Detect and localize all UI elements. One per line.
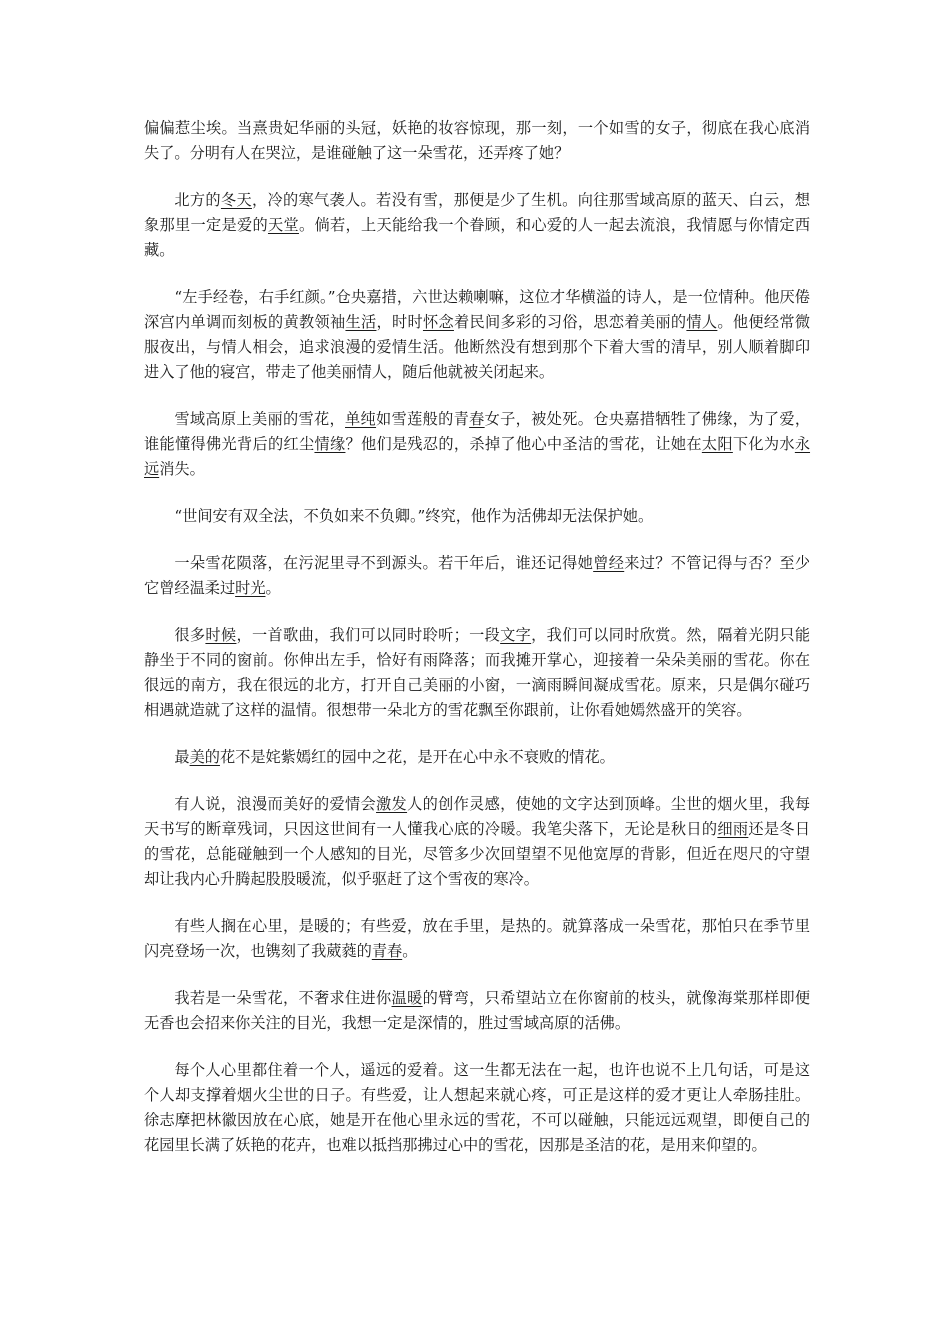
paragraph-text: 雪域高原上美丽的雪花，	[174, 410, 346, 428]
paragraph-text: 。他便经常微服夜出，与情人相会，追求浪漫的爱情生活。他断然没有想到那个下着大雪的清早，别人顺着脚印进入了他的寝宫，带走了他美丽情人，随后他就被关闭起来。	[144, 313, 811, 381]
underlined-link[interactable]: 细雨	[717, 820, 749, 838]
paragraph-text: 偏偏惹尘埃。当熹贵妃华丽的头冠，妖艳的妆容惊现，那一刻，一个如雪的女子，彻底在我心底消失了。分明有人在哭泣，是谁碰触了这一朵雪花，还弄疼了她？	[144, 119, 810, 162]
paragraph	[144, 116, 810, 166]
paragraph	[144, 285, 810, 385]
underlined-link[interactable]: 永远	[144, 435, 811, 478]
paragraph	[144, 188, 810, 263]
underlined-link[interactable]: 美的	[189, 748, 220, 766]
underlined-link[interactable]: 文字	[500, 626, 532, 644]
paragraph-text: 着民间多彩的习俗，思恋着美丽的	[453, 313, 687, 331]
paragraph-text: 北方的	[174, 191, 221, 209]
paragraph-text: 还是冬日的雪花，总能碰触到一个人感知的目光，尽管多少次回望望不见他宽厚的背影，但近在咫尺的守望却让我内心升腾起股股暖流，似乎驱赶了这个雪夜的寒冷。	[144, 820, 811, 888]
paragraph-text: 有人说，浪漫而美好的爱情会	[174, 795, 377, 813]
paragraph-text: 。倘若，上天能给我一个眷顾，和心爱的人一起去流浪，我情愿与你情定西藏。	[144, 216, 811, 259]
underlined-link[interactable]: 时光	[235, 579, 266, 597]
paragraph-text: ？他们是残忍的，杀掉了他心中圣洁的雪花，让她在	[345, 435, 702, 453]
underlined-link[interactable]: 情人	[686, 313, 718, 331]
underlined-link[interactable]: 青春	[371, 942, 403, 960]
paragraph	[144, 551, 810, 601]
paragraph-text: 。	[402, 942, 418, 960]
underlined-link[interactable]: 春	[469, 410, 485, 428]
underlined-link[interactable]: 单纯	[345, 410, 377, 428]
paragraph-text: 每个人心里都住着一个人，遥远的爱着。这一生都无法在一起，也许也说不上几句话，可是这个人却支撑着烟火尘世的日子。有些爱，让人想起来就心疼，可正是这样的爱才更让人牵肠挂肚。徐志摩把林徽因放在心底，她是开在他心里永远的雪花，不可以碰触，只能远远观望，即便自己的花园里长满了妖艳的花卉，也难以抵挡那拂过心中的雪花，因那是圣洁的花，是用来仰望的。	[144, 1061, 810, 1154]
paragraph-text: “左手经卷，右手红颜。”仓央嘉措，六世达赖喇嘛，这位才华横溢的诗人，是一位情种。他厌倦深宫内单调而刻板的黄教领袖	[144, 288, 810, 331]
paragraph-text: ，冷的寒气袭人。若没有雪，那便是少了生机。向往那雪域高原的蓝天、白云，想象那里一定是爱的	[144, 191, 811, 234]
paragraph-text: ，一首歌曲，我们可以同时聆听；一段	[236, 626, 501, 644]
paragraph	[144, 1058, 810, 1158]
paragraph-text: 女子，被处死。仓央嘉措牺牲了佛缘，为了爱，谁能懂得佛光背后的红尘	[144, 410, 811, 453]
underlined-link[interactable]: 曾经	[593, 554, 625, 572]
underlined-link[interactable]: 怀念	[422, 313, 454, 331]
paragraph	[144, 745, 810, 770]
paragraph	[144, 986, 810, 1036]
paragraph-text: ，时时	[376, 313, 423, 331]
underlined-link[interactable]: 天堂	[267, 216, 299, 234]
underlined-link[interactable]: 生活	[345, 313, 377, 331]
paragraph	[144, 914, 810, 964]
underlined-link[interactable]: 太阳	[701, 435, 733, 453]
underlined-link[interactable]: 情缘	[314, 435, 346, 453]
underlined-link[interactable]: 冬天	[220, 191, 252, 209]
paragraph-text: ，我们可以同时欣赏。然，隔着光阴只能静坐于不同的窗前。你伸出左手，恰好有雨降落；而我摊开掌心，迎接着一朵朵美丽的雪花。你在很远的南方，我在很远的北方，打开自己美丽的小窗，一滴雨瞬间凝成雪花。原来，只是偶尔碰巧相遇就造就了这样的温情。很想带一朵北方的雪花飘至你跟前，让你看她嫣然盛开的笑容。	[144, 626, 811, 719]
paragraph-text: 有些人搁在心里，是暖的；有些爱，放在手里，是热的。就算落成一朵雪花，那怕只在季节里闪亮登场一次，也镌刻了我葳蕤的	[144, 917, 810, 960]
paragraph-text: “世间安有双全法，不负如来不负卿。”终究，他作为活佛却无法保护她。	[174, 507, 654, 525]
paragraph-text: 很多	[174, 626, 206, 644]
paragraph-text: 我若是一朵雪花，不奢求住进你	[174, 989, 392, 1007]
paragraph-text: 的臂弯，只希望站立在你窗前的枝头，就像海棠那样即便无香也会招来你关注的目光，我想一定是深情的，胜过雪域高原的活佛。	[144, 989, 811, 1032]
underlined-link[interactable]: 激发	[376, 795, 408, 813]
paragraph-text: 来过？不管记得与否？至少它曾经温柔过	[144, 554, 811, 597]
paragraph-text: 下化为水	[732, 435, 795, 453]
paragraph-text: 一朵雪花陨落，在污泥里寻不到源头。若干年后，谁还记得她	[174, 554, 594, 572]
paragraph-text: 人的创作灵感，使她的文字达到顶峰。尘世的烟火里，我每天书写的断章残词，只因这世间有一人懂我心底的冷暖。我笔尖落下，无论是秋日的	[144, 795, 811, 838]
paragraph	[144, 407, 810, 482]
paragraph	[144, 792, 810, 892]
paragraph-text: 消失。	[159, 460, 205, 478]
document-page	[144, 116, 810, 1180]
underlined-link[interactable]: 时候	[205, 626, 237, 644]
paragraph	[144, 504, 810, 529]
underlined-link[interactable]: 温暖	[391, 989, 423, 1007]
paragraph-text: 如雪莲般的青	[376, 410, 470, 428]
paragraph-text: 花不是姹紫嫣红的园中之花，是开在心中永不衰败的情花。	[219, 748, 615, 766]
paragraph-text: 最	[174, 748, 190, 766]
paragraph-text: 。	[265, 579, 281, 597]
paragraph	[144, 623, 810, 723]
